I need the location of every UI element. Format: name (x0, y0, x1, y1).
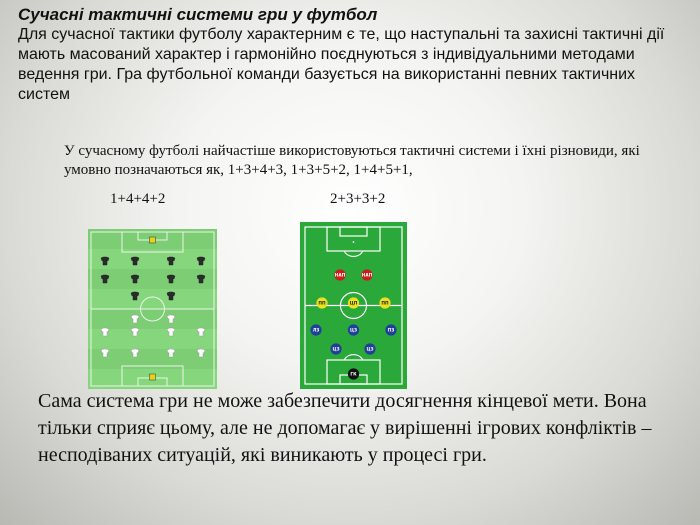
slide-title: Сучасні тактичні системи гри у футбол (18, 5, 378, 24)
formation-right-label: 2+3+3+2 (330, 191, 386, 207)
player-label-m2: ЦП (349, 301, 358, 307)
player-label-cb1: ЦЗ (332, 347, 340, 353)
formation-right-diagram (300, 222, 407, 389)
player-label-cb2: ЦЗ (366, 347, 374, 353)
formation-left-label: 1+4+4+2 (110, 191, 166, 207)
player-label-d1: ЛЗ (312, 328, 320, 334)
player-label-d3: ПЗ (387, 328, 395, 334)
goalkeeper-bottom-marker (150, 374, 156, 380)
player-label-d2: ЦЗ (349, 328, 358, 334)
intro-paragraph: Для сучасної тактики футболу характерним є те, що наступальні та захисні тактичні дії мають масований характер і гармонійно поєднуються з індивідуальними методами ведення гри. Гра футбольної команди базується на використанні певних тактичних систем (18, 26, 665, 103)
conclusion-paragraph: Сама система гри не може забезпечити досягнення кінцевої мети. Вона тільки сприяє цьому, але не допомагає у вирішенні ігрових конфліктів – несподіваних ситуацій, які виникають у процесі гри. (38, 390, 652, 466)
player-label-fw1: НАП (334, 273, 346, 279)
formation-left-diagram (88, 229, 217, 389)
formations-paragraph: У сучасному футболі найчастіше використовуються тактичні системи і їхні різновиди, які умовно позначаються як, 1+3+4+3, 1+3+5+2, 1+4+5+1, (64, 143, 640, 178)
player-label-gk: ГК (350, 372, 357, 378)
goalkeeper-top-marker (150, 237, 156, 243)
player-label-m1: ПП (318, 301, 326, 307)
player-label-fw2: НАП (361, 273, 373, 279)
player-label-m3: ПП (381, 301, 389, 307)
